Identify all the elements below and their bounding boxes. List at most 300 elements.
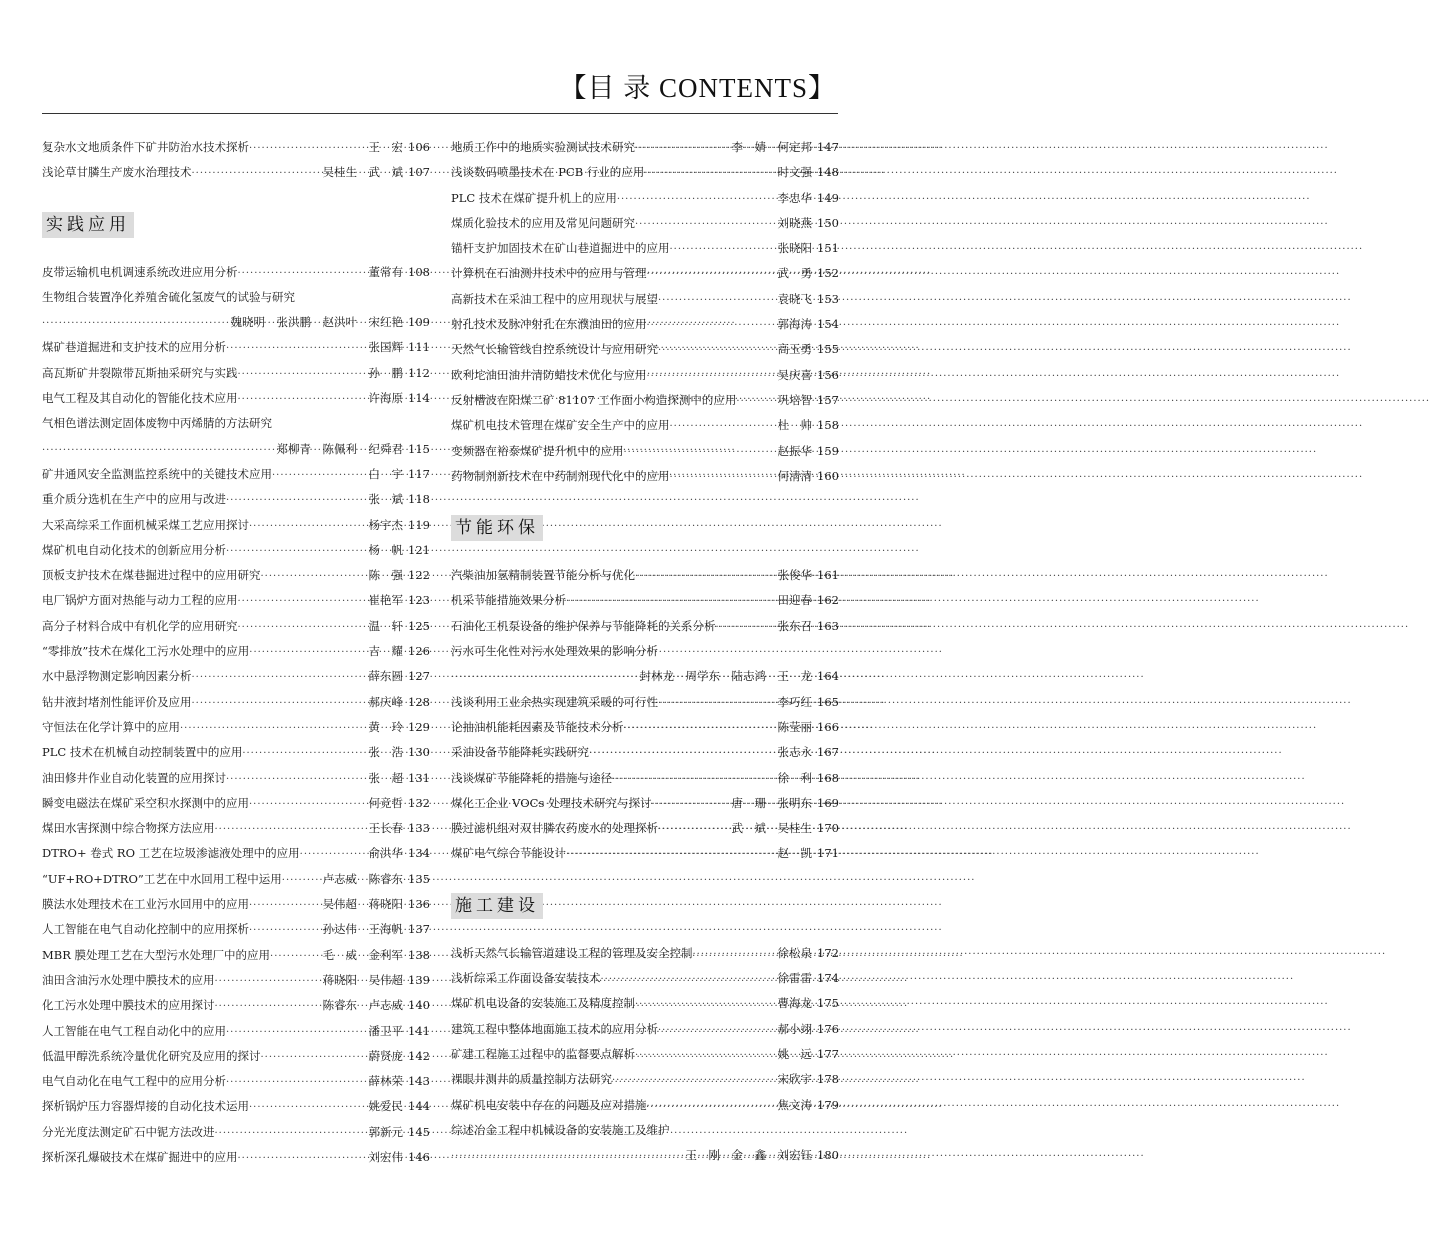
- dot-leader: [238, 615, 367, 640]
- dot-leader: [624, 440, 776, 465]
- entry-page: 129: [408, 719, 430, 734]
- entry-page: 164: [817, 669, 839, 684]
- entry-authors: 张国辉: [368, 340, 404, 355]
- entry-page: 125: [408, 618, 430, 633]
- entry-page: 134: [408, 846, 430, 861]
- entry-page: 160: [817, 468, 839, 483]
- entry-page: 174: [817, 971, 839, 986]
- toc-entry: [451, 1017, 839, 1042]
- toc-entry: [42, 968, 430, 993]
- entry-authors: 赵振华: [777, 443, 813, 458]
- toc-entry: [42, 437, 430, 462]
- entry-title: 高分子材料合成中有机化学的应用研究: [42, 618, 238, 633]
- entry-authors: 姚爱民: [368, 1099, 404, 1114]
- toc-entry: [451, 1143, 839, 1168]
- toc-entry: [42, 1094, 430, 1119]
- entry-authors: 姚 远: [777, 1046, 813, 1061]
- dot-leader: [215, 1121, 367, 1146]
- entry-page: 166: [817, 719, 839, 734]
- entry-title: 膜过滤机组对双甘膦农药废水的处理探析: [451, 821, 658, 836]
- entry-title: MBR 膜处理工艺在大型污水处理厂中的应用: [42, 947, 271, 962]
- entry-title: 综述冶金工程中机械设备的安装施工及维护: [451, 1122, 670, 1137]
- entry-authors: 武 勇: [777, 266, 813, 281]
- entry-page: 157: [817, 392, 839, 407]
- entry-authors: 张 斌: [368, 492, 404, 507]
- dot-leader: [282, 868, 321, 893]
- entry-authors: 郑柳青 陈佩利 纪舜君: [276, 441, 404, 456]
- right-column: [451, 135, 839, 1168]
- entry-page: 132: [408, 795, 430, 810]
- entry-title: 污水可生化性对污水处理效果的影响分析: [451, 644, 658, 659]
- dot-leader: [635, 136, 730, 161]
- entry-authors: 王 刚 金 鑫 刘宏钰: [685, 1148, 813, 1163]
- entry-authors: 刘宏伟: [368, 1149, 404, 1164]
- toc-entry: [451, 464, 839, 489]
- entry-authors: 薛林荣: [368, 1074, 404, 1089]
- toc-entry: [451, 186, 839, 211]
- entry-page: 152: [817, 266, 839, 281]
- entry-page: 175: [817, 996, 839, 1011]
- entry-list: [451, 135, 839, 489]
- dot-leader: [624, 716, 776, 741]
- entry-page: 130: [408, 745, 430, 760]
- entry-title: 气相色谱法测定固体废物中丙烯腈的方法研究: [42, 416, 272, 431]
- dot-leader: [226, 488, 367, 513]
- entry-title: 油田修井作业自动化装置的应用探讨: [42, 770, 226, 785]
- dot-leader: [249, 792, 367, 817]
- entry-page: 118: [408, 492, 430, 507]
- toc-entry: [451, 1118, 839, 1143]
- entry-authors: 郭新元: [368, 1124, 404, 1139]
- dot-leader: [589, 741, 776, 766]
- entry-page: 180: [817, 1148, 839, 1163]
- toc-entry: [42, 563, 430, 588]
- entry-title: 机采节能措施效果分析: [451, 593, 566, 608]
- entry-authors: 张 超: [368, 770, 404, 785]
- entry-authors: 张东召: [777, 618, 813, 633]
- entry-page: 171: [817, 846, 839, 861]
- toc-entry: [42, 361, 430, 386]
- toc-entry: [42, 1145, 430, 1170]
- dot-leader: [215, 994, 321, 1019]
- entry-title: 地质工作中的地质实验测试技术研究: [451, 140, 635, 154]
- toc-entry: [42, 588, 430, 613]
- entry-page: 150: [817, 215, 839, 230]
- entry-authors: 徐 利: [777, 770, 813, 785]
- dot-leader: [249, 1095, 367, 1120]
- entry-title: 顶板支护技术在煤巷掘进过程中的应用研究: [42, 568, 261, 583]
- section-title: 节能环保: [451, 515, 543, 541]
- entry-list: [451, 563, 839, 867]
- dot-leader: [180, 716, 367, 741]
- dot-leader: [261, 1045, 367, 1070]
- dot-leader: [300, 842, 367, 867]
- entry-title: 瞬变电磁法在煤矿采空积水探测中的应用: [42, 795, 249, 810]
- entry-authors: 蔚贤庞: [368, 1048, 404, 1063]
- entry-authors: 黄 玲: [368, 719, 404, 734]
- dot-leader: [658, 338, 776, 363]
- entry-page: 147: [817, 140, 839, 154]
- toc-entry: [42, 335, 430, 360]
- toc-entry: [451, 614, 839, 639]
- entry-authors: 徐松泉: [777, 945, 813, 960]
- toc-entry: [451, 388, 839, 413]
- entry-authors: 杨 帆: [368, 542, 404, 557]
- dot-leader: [270, 944, 321, 969]
- entry-title: 石油化工机泵设备的维护保养与节能降耗的关系分析: [451, 618, 716, 633]
- entry-authors: 杨宇杰: [368, 517, 404, 532]
- dot-leader: [617, 187, 776, 212]
- toc-entry: [451, 563, 839, 588]
- entry-authors: 何竞哲: [368, 795, 404, 810]
- toc-entry: [42, 690, 430, 715]
- toc-entry: [42, 135, 430, 160]
- toc-entry: [451, 966, 839, 991]
- toc-entry: [451, 639, 839, 664]
- entry-authors: 郝庆峰: [368, 694, 404, 709]
- entry-page: 121: [408, 542, 430, 557]
- entry-authors: 高玉勇: [777, 342, 813, 357]
- entry-authors: 陈莹丽: [777, 719, 813, 734]
- dot-leader: [249, 640, 366, 665]
- entry-page: 133: [408, 821, 430, 836]
- dot-leader: [192, 691, 367, 716]
- entry-page: 153: [817, 291, 839, 306]
- entry-title: 大采高综采工作面机械采煤工艺应用探讨: [42, 517, 249, 532]
- entry-page: 109: [408, 315, 430, 330]
- dot-leader: [693, 942, 776, 967]
- entry-page: 136: [408, 897, 430, 912]
- dot-leader: [215, 969, 321, 994]
- entry-authors: 宋欣宇: [777, 1072, 813, 1087]
- entry-authors: 巩培智: [777, 392, 813, 407]
- dot-leader: [242, 741, 366, 766]
- entry-title: 浅析天然气长输管道建设工程的管理及安全控制: [451, 945, 693, 960]
- entry-page: 167: [817, 745, 839, 760]
- section-heading-practice: [42, 208, 430, 242]
- entry-title: 射孔技术及脉冲射孔在东濮油田的应用: [451, 317, 647, 332]
- toc-entry: [42, 310, 430, 335]
- dot-leader: [566, 589, 776, 614]
- toc-entry: [42, 1069, 430, 1094]
- entry-page: 123: [408, 593, 430, 608]
- toc-entry: [451, 363, 839, 388]
- toc-entry: [42, 160, 430, 185]
- entry-authors: 孙 鹏: [368, 365, 404, 380]
- entry-page: 119: [408, 517, 430, 532]
- entry-title: 煤矿机电技术管理在煤矿安全生产中的应用: [451, 418, 670, 433]
- dot-leader: [658, 1018, 776, 1043]
- dot-leader: [647, 262, 776, 287]
- entry-authors: 赵 凯: [777, 846, 813, 861]
- entry-page: 111: [408, 340, 430, 355]
- toc-entry: [451, 816, 839, 841]
- dot-leader: [238, 362, 367, 387]
- toc-entry: [451, 312, 839, 337]
- entry-title: 高新技术在采油工程中的应用现状与展望: [451, 291, 658, 306]
- entry-authors: 吉 耀: [368, 644, 404, 659]
- entry-title: 膜法水处理技术在工业污水回用中的应用: [42, 897, 249, 912]
- entry-title: 煤矿机电自动化技术的创新应用分析: [42, 542, 226, 557]
- entry-title: 药物制剂新技术在中药制剂现代化中的应用: [451, 468, 670, 483]
- entry-page: 158: [817, 418, 839, 433]
- toc-entry: [42, 867, 430, 892]
- entry-list: [42, 135, 430, 186]
- toc-entry: [42, 1019, 430, 1044]
- entry-authors: 陈 强: [368, 568, 404, 583]
- entry-authors: 杜 帅: [777, 418, 813, 433]
- toc-entry: [451, 791, 839, 816]
- entry-title: 浅析综采工作面设备安装技术: [451, 971, 601, 986]
- entry-title: 高瓦斯矿井裂隙带瓦斯抽采研究与实践: [42, 365, 238, 380]
- dot-leader: [226, 539, 367, 564]
- entry-page: 127: [408, 669, 430, 684]
- entry-title: 探析锅炉压力容器焊接的自动化技术运用: [42, 1099, 249, 1114]
- entry-authors: 吴庆喜: [777, 367, 813, 382]
- dot-leader: [192, 161, 321, 186]
- entry-authors: 焦文涛: [777, 1097, 813, 1112]
- entry-title: 天然气长输管线自控系统设计与应用研究: [451, 342, 658, 357]
- entry-page: 106: [408, 140, 430, 154]
- entry-page: 155: [817, 342, 839, 357]
- entry-authors: 李巧红: [777, 694, 813, 709]
- dot-leader: [647, 1094, 776, 1119]
- entry-title: 煤化工企业 VOCs 处理技术研究与探讨: [451, 795, 652, 810]
- toc-entry: [451, 1093, 839, 1118]
- dot-leader: [652, 792, 730, 817]
- entry-page: 172: [817, 945, 839, 960]
- entry-page: 179: [817, 1097, 839, 1112]
- entry-page: 143: [408, 1074, 430, 1089]
- dot-leader: [612, 1068, 776, 1093]
- toc-entry: [451, 841, 839, 866]
- toc-entry: [42, 816, 430, 841]
- dot-leader: [226, 1020, 367, 1045]
- toc-entry: [451, 211, 839, 236]
- entry-page: 154: [817, 317, 839, 332]
- entry-page: 163: [817, 618, 839, 633]
- entry-authors: 温 轩: [368, 618, 404, 633]
- dot-leader: [249, 918, 321, 943]
- entry-page: 178: [817, 1072, 839, 1087]
- entry-page: 141: [408, 1023, 430, 1038]
- entry-page: 144: [408, 1099, 430, 1114]
- entry-title: 煤矿电气综合节能设计: [451, 846, 566, 861]
- section-title: 施工建设: [451, 893, 543, 919]
- entry-title: “UF+RO+DTRO”工艺在中水回用工程中运用: [42, 871, 282, 886]
- entry-authors: 田迎春: [777, 593, 813, 608]
- section-title: 实践应用: [42, 212, 134, 238]
- dot-leader: [635, 564, 776, 589]
- entry-authors: 俞洪华: [368, 846, 404, 861]
- toc-entry: [42, 993, 430, 1018]
- entry-authors: 蒋晓阳 吴伟超: [322, 972, 404, 987]
- dot-leader: [249, 514, 367, 539]
- entry-title: 变频器在裕泰煤矿提升机中的应用: [451, 443, 624, 458]
- entry-title: 矿井通风安全监测监控系统中的关键技术应用: [42, 466, 272, 481]
- dot-leader: [644, 161, 775, 186]
- dot-leader: [658, 691, 776, 716]
- entry-authors: 孙达伟 王海帆: [322, 922, 404, 937]
- entry-authors: 袁晓飞: [777, 291, 813, 306]
- toc-entry: [42, 664, 430, 689]
- entry-authors: 卢志威 陈睿东: [322, 871, 404, 886]
- toc-entry: [451, 337, 839, 362]
- entry-title: 浅谈数码喷墨技术在 PCB 行业的应用: [451, 165, 645, 180]
- dot-leader: [451, 665, 638, 690]
- entry-page: 177: [817, 1046, 839, 1061]
- entry-title: 反射槽波在阳煤二矿 81107 工作面小构造探测中的应用: [451, 392, 737, 407]
- dot-leader: [272, 463, 367, 488]
- entry-title: “零排放”技术在煤化工污水处理中的应用: [42, 644, 250, 659]
- entry-authors: 毛 威 金利军: [322, 947, 404, 962]
- entry-title: 采油设备节能降耗实践研究: [451, 745, 589, 760]
- entry-title: 生物组合装置净化养殖舍硫化氢废气的试验与研究: [42, 289, 295, 304]
- dot-leader: [658, 817, 730, 842]
- entry-page: 140: [408, 998, 430, 1013]
- entry-page: 139: [408, 972, 430, 987]
- entry-authors: 徐雷雷: [777, 971, 813, 986]
- toc-entry: [451, 439, 839, 464]
- entry-authors: 张俊华: [777, 568, 813, 583]
- entry-title: 矿建工程施工过程中的监督要点解析: [451, 1046, 635, 1061]
- entry-authors: 李 婧 何定邦: [731, 140, 813, 154]
- toc-entry: [451, 991, 839, 1016]
- entry-page: 135: [408, 871, 430, 886]
- entry-title: 分光光度法测定矿石中铌方法改进: [42, 1124, 215, 1139]
- entry-title: 化工污水处理中膜技术的应用探讨: [42, 998, 215, 1013]
- entry-page: 137: [408, 922, 430, 937]
- entry-page: 117: [408, 466, 430, 481]
- entry-authors: 张晓阳: [777, 241, 813, 256]
- entry-title: 电气工程及其自动化的智能化技术应用: [42, 391, 238, 406]
- toc-entry: [42, 411, 430, 436]
- entry-page: 165: [817, 694, 839, 709]
- entry-title: 建筑工程中整体地面施工技术的应用分析: [451, 1021, 658, 1036]
- toc-entry: [42, 715, 430, 740]
- dot-leader: [215, 817, 367, 842]
- toc-entry: [42, 892, 430, 917]
- entry-authors: 张志永: [777, 745, 813, 760]
- entry-title: 钻井液封堵剂性能评价及应用: [42, 694, 192, 709]
- entry-authors: 武 斌 吴桂生: [731, 821, 813, 836]
- dot-leader: [736, 389, 775, 414]
- entry-title: 煤质化验技术的应用及常见问题研究: [451, 215, 635, 230]
- entry-page: 108: [408, 264, 430, 279]
- entry-authors: 张 浩: [368, 745, 404, 760]
- dot-leader: [566, 842, 776, 867]
- section-heading-construction: [451, 889, 839, 923]
- entry-authors: 郝小翊: [777, 1021, 813, 1036]
- toc-entry: [451, 287, 839, 312]
- dot-leader: [226, 1070, 367, 1095]
- entry-authors: 郭海涛: [777, 317, 813, 332]
- entry-page: 115: [408, 441, 430, 456]
- entry-authors: 曹海龙: [777, 996, 813, 1011]
- entry-page: 138: [408, 947, 430, 962]
- dot-leader: [635, 1043, 776, 1068]
- entry-list: [451, 941, 839, 1169]
- toc-entry: [42, 487, 430, 512]
- dot-leader: [238, 1146, 367, 1171]
- entry-page: 112: [408, 365, 430, 380]
- dot-leader: [249, 893, 321, 918]
- entry-page: 107: [408, 165, 430, 180]
- dot-leader: [226, 767, 367, 792]
- entry-authors: 何清清: [777, 468, 813, 483]
- dot-leader: [670, 465, 776, 490]
- entry-page: 145: [408, 1124, 430, 1139]
- toc-entry: [451, 1042, 839, 1067]
- toc-entry: [42, 285, 430, 310]
- toc-entry: [451, 740, 839, 765]
- entry-page: 131: [408, 770, 430, 785]
- section-heading-energy: [451, 511, 839, 545]
- entry-authors: 封林龙 周学东 陆志鸿 王 龙: [639, 669, 813, 684]
- entry-title: 论抽油机能耗因素及节能技术分析: [451, 719, 624, 734]
- entry-page: 170: [817, 821, 839, 836]
- dot-leader: [635, 212, 776, 237]
- dot-leader: [670, 237, 776, 262]
- entry-title: 皮带运输机电机调速系统改进应用分析: [42, 264, 238, 279]
- dot-leader: [658, 288, 776, 313]
- entry-page: 142: [408, 1048, 430, 1063]
- dot-leader: [635, 992, 776, 1017]
- dot-leader: [670, 414, 776, 439]
- toc-entry: [42, 386, 430, 411]
- entry-title: 煤矿机电设备的安装施工及精度控制: [451, 996, 635, 1011]
- dot-leader: [261, 564, 367, 589]
- entry-title: 煤矿机电安装中存在的问题及应对措施: [451, 1097, 647, 1112]
- header-divider: [42, 113, 838, 114]
- toc-entry: [451, 664, 839, 689]
- entry-title: 探析深孔爆破技术在煤矿掘进中的应用: [42, 1149, 238, 1164]
- toc-entry: [451, 135, 839, 160]
- entry-authors: 吴桂生 武 斌: [322, 165, 404, 180]
- dot-leader: [42, 438, 275, 463]
- dot-leader: [42, 311, 229, 336]
- entry-authors: 吴伟超 蒋晓阳: [322, 897, 404, 912]
- toc-entry: [451, 1067, 839, 1092]
- toc-entry: [451, 588, 839, 613]
- entry-page: 156: [817, 367, 839, 382]
- entry-title: DTRO+ 卷式 RO 工艺在垃圾渗滤液处理中的应用: [42, 846, 300, 861]
- entry-page: 176: [817, 1021, 839, 1036]
- entry-page: 161: [817, 568, 839, 583]
- toc-entry: [42, 917, 430, 942]
- entry-page: 169: [817, 795, 839, 810]
- toc-entry: [451, 160, 839, 185]
- dot-leader: [226, 336, 367, 361]
- toc-entry: [42, 740, 430, 765]
- toc-entry: [451, 413, 839, 438]
- entry-title: 计算机在石油测井技术中的应用与管理: [451, 266, 647, 281]
- dot-leader: [601, 967, 776, 992]
- toc-entry: [451, 766, 839, 791]
- entry-authors: 董常有: [368, 264, 404, 279]
- entry-title: 油田含油污水处理中膜技术的应用: [42, 972, 215, 987]
- entry-page: 146: [408, 1149, 430, 1164]
- toc-entry: [42, 260, 430, 285]
- entry-title: 浅谈利用工业余热实现建筑采暖的可行性: [451, 694, 658, 709]
- entry-title: 欧利坨油田油井清防蜡技术优化与应用: [451, 367, 647, 382]
- entry-page: 128: [408, 694, 430, 709]
- entry-title: 电气自动化在电气工程中的应用分析: [42, 1074, 226, 1089]
- entry-authors: 王长春: [368, 821, 404, 836]
- entry-authors: 薛东圆: [368, 669, 404, 684]
- entry-authors: 魏晓明 张洪鹏 赵洪叶 宋红艳: [230, 315, 404, 330]
- entry-title: 重介质分选机在生产中的应用与改进: [42, 492, 226, 507]
